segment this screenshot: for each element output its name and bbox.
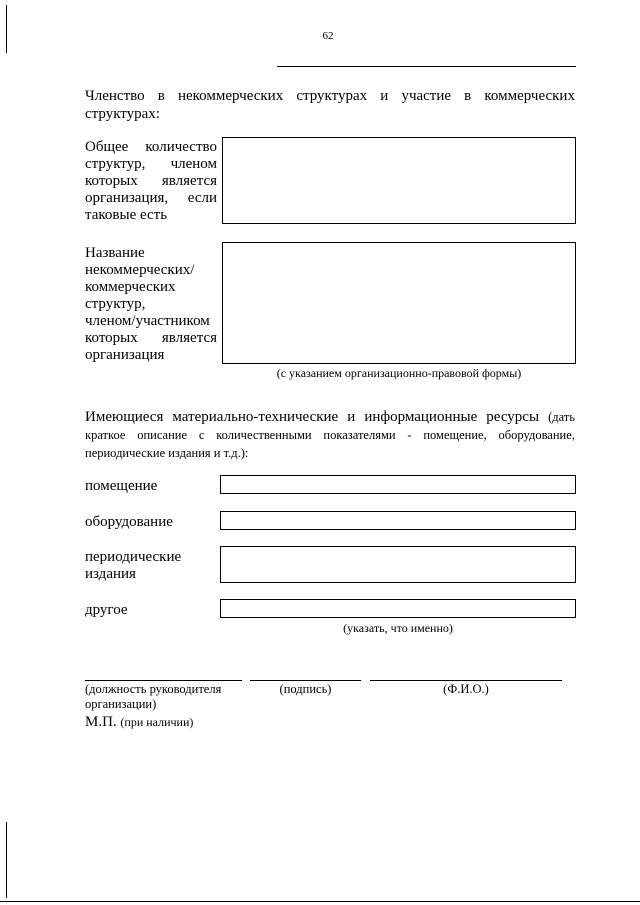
- heading-word: коммерческих: [484, 88, 575, 104]
- label-word: структур,: [85, 156, 146, 172]
- heading-word: (дать: [548, 410, 575, 424]
- heading-word: в: [464, 88, 472, 104]
- label-line: периодические: [85, 549, 182, 565]
- resources-heading-line1: [85, 408, 575, 426]
- name-signature-line[interactable]: [370, 680, 562, 681]
- caption-line: (должность руководителя: [85, 682, 222, 696]
- periodicals-label: [85, 549, 181, 583]
- heading-word: структурах: [296, 88, 368, 104]
- heading-word: показателями: [323, 428, 396, 442]
- heading-word: Имеющиеся: [85, 409, 164, 425]
- other-note: (указать, что именно): [343, 621, 453, 635]
- label-word: Общее: [85, 139, 129, 155]
- membership-heading: [85, 87, 575, 123]
- label-word: членом: [170, 156, 217, 172]
- heading-word: -: [407, 428, 412, 442]
- premises-label: помещение: [85, 478, 158, 494]
- label-line: структур,: [85, 296, 146, 312]
- heading-word: описание: [137, 428, 188, 442]
- label-word: организация,: [85, 190, 169, 206]
- heading-word: в: [157, 88, 165, 104]
- position-signature-line[interactable]: [85, 680, 242, 681]
- scan-bottom-edge: [0, 901, 640, 902]
- heading-word: и: [380, 88, 389, 104]
- label-line: организация: [85, 347, 165, 363]
- label-word: является: [161, 173, 217, 189]
- structures-names-field[interactable]: [222, 242, 576, 364]
- label-word: которых: [85, 173, 138, 189]
- resources-heading: [85, 408, 575, 462]
- periodicals-field[interactable]: [220, 546, 576, 583]
- stamp-note: (при наличии): [120, 715, 194, 729]
- heading-word: информационные: [364, 409, 478, 425]
- label-line: некоммерческих/: [85, 262, 195, 278]
- heading-word: оборудование,: [498, 428, 575, 442]
- membership-heading-line2: структурах:: [85, 106, 160, 122]
- other-field[interactable]: [220, 599, 576, 618]
- resources-heading-line2: [85, 426, 575, 444]
- heading-word: и: [347, 409, 356, 425]
- heading-word: Членство: [85, 88, 145, 104]
- equipment-label: оборудование: [85, 514, 173, 530]
- structures-count-label: [85, 139, 217, 224]
- structures-count-field[interactable]: [222, 137, 576, 224]
- heading-word: краткое: [85, 428, 126, 442]
- heading-word: ресурсы: [486, 409, 540, 425]
- heading-word: некоммерческих: [177, 88, 284, 104]
- premises-field[interactable]: [220, 475, 576, 494]
- heading-word: помещение,: [423, 428, 487, 442]
- scan-edge-mark-top: [6, 5, 7, 53]
- page-number: 62: [322, 30, 334, 42]
- label-line: таковые есть: [85, 207, 168, 223]
- label-word: количество: [145, 139, 217, 155]
- position-caption: [85, 682, 221, 712]
- sign-signature-line[interactable]: [250, 680, 361, 681]
- resources-heading-line3: периодические издания и т.д.):: [85, 446, 249, 460]
- top-rule: [277, 66, 576, 67]
- label-line: членом/участником: [85, 313, 210, 329]
- label-word: которых: [85, 330, 138, 346]
- sign-caption: (подпись): [279, 682, 332, 696]
- heading-word: с: [198, 428, 205, 442]
- structures-names-label: [85, 245, 217, 364]
- stamp-label: М.П.: [85, 714, 117, 730]
- name-caption: (Ф.И.О.): [443, 682, 489, 696]
- label-line: коммерческих: [85, 279, 176, 295]
- equipment-field[interactable]: [220, 511, 576, 530]
- label-word: если: [187, 190, 217, 206]
- label-line: издания: [85, 566, 136, 582]
- membership-heading-line1: [85, 87, 575, 105]
- stamp-line: [85, 714, 193, 731]
- structures-names-note: (с указанием организационно-правовой формы): [276, 366, 522, 380]
- scan-edge-mark-bottom: [6, 822, 7, 898]
- label-line: Название: [85, 245, 145, 261]
- caption-line: организации): [85, 697, 157, 711]
- heading-word: материально-технические: [172, 409, 339, 425]
- heading-word: количественными: [216, 428, 312, 442]
- other-label: другое: [85, 602, 128, 618]
- label-word: является: [161, 330, 217, 346]
- heading-word: участие: [401, 88, 452, 104]
